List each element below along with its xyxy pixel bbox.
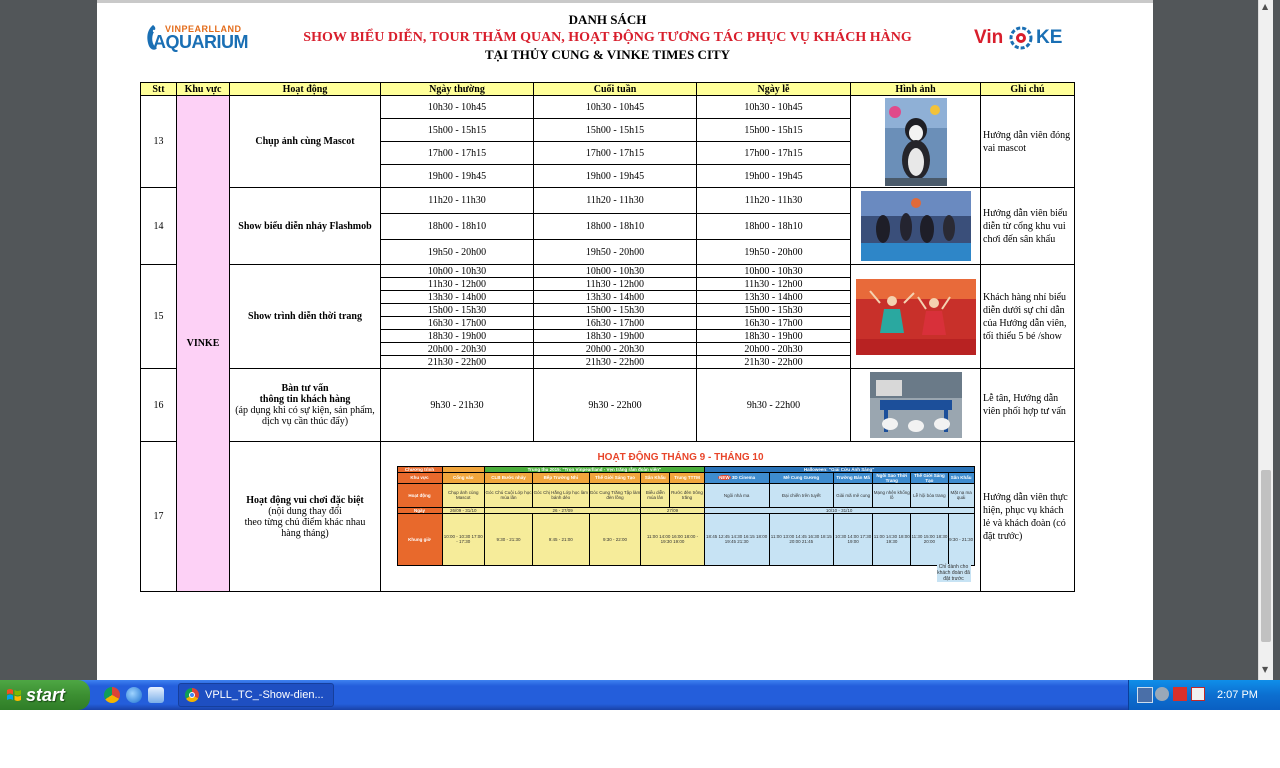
stt-cell: 17 <box>141 442 177 592</box>
poster-time: 11:00 14:00 16:00 18:00 - 19:30 19:00 <box>641 513 704 565</box>
scroll-down-arrow-icon[interactable]: ▼ <box>1262 665 1269 674</box>
activity-title-2: thông tin khách hàng <box>259 394 351 405</box>
poster-time: 9:30 - 22:00 <box>589 513 641 565</box>
weekend-time: 15h00 - 15h15 <box>534 119 697 142</box>
weekend-time: 9h30 - 22h00 <box>534 369 697 442</box>
image-cell <box>851 96 981 188</box>
note-cell: Lễ tân, Hướng dẫn viên phối hợp tư vấn <box>981 369 1075 442</box>
vertical-scrollbar[interactable] <box>1258 0 1273 680</box>
holiday-time: 19h00 - 19h45 <box>697 165 851 188</box>
poster-label: Chương trình <box>397 466 442 472</box>
title-line-2: SHOW BIỂU DIỄN, TOUR THĂM QUAN, HOẠT ĐỘNG TƯƠNG TÁC PHỤC VỤ KHÁCH HÀNG <box>303 30 912 45</box>
taskbar-window-title: VPLL_TC_-Show-dien... <box>205 689 324 701</box>
poster-date: 26/09 - 31/10 <box>442 507 485 513</box>
weekend-time: 17h00 - 17h15 <box>534 142 697 165</box>
poster-activity: Rước đèn trông trăng <box>670 483 704 507</box>
holiday-time: 10h30 - 10h45 <box>697 96 851 119</box>
poster-area: Thế Giới Sáng Tạo <box>911 472 949 483</box>
weekend-time: 10h00 - 10h30 <box>534 265 697 278</box>
column-header: Cuối tuần <box>534 83 697 96</box>
holiday-time: 10h00 - 10h30 <box>697 265 851 278</box>
holiday-time: 21h30 - 22h00 <box>697 356 851 369</box>
poster-activity: Mặt nạ ma quái <box>948 483 974 507</box>
weekend-time: 16h30 - 17h00 <box>534 317 697 330</box>
activity-subtitle-1: (nội dung thay đổi <box>268 505 342 517</box>
table-header-row <box>141 83 1075 96</box>
poster-activity: Đại chiến trên tuyết <box>769 483 833 507</box>
weekend-time: 13h30 - 14h00 <box>534 291 697 304</box>
poster-area: Ngôi Sao Thời Trang <box>873 472 911 483</box>
weekday-time: 18h30 - 19h00 <box>381 330 534 343</box>
holiday-time: 11h20 - 11h30 <box>697 188 851 214</box>
poster-time: 18:45 12:45 14:30 16:15 18:00 19:45 21:30 <box>704 513 769 565</box>
activity-cell: Show biểu diễn nhảy Flashmob <box>230 188 381 265</box>
holiday-time: 20h00 - 20h30 <box>697 343 851 356</box>
poster-title: HOẠT ĐỘNG THÁNG 9 - THÁNG 10 <box>597 451 764 463</box>
weekday-time: 9h30 - 21h30 <box>381 369 534 442</box>
mascot-photo <box>885 98 947 186</box>
poster-area: Mê Cung Gương <box>769 472 833 483</box>
weekend-time: 11h30 - 12h00 <box>534 278 697 291</box>
stt-cell: 13 <box>141 96 177 188</box>
poster-row <box>397 513 974 565</box>
poster-area: CLB Bước nhảy <box>485 472 533 483</box>
weekend-time: 18h30 - 19h00 <box>534 330 697 343</box>
poster-time: 10:30 14:00 17:30 19:00 <box>833 513 872 565</box>
fashion-show-photo <box>856 279 976 355</box>
poster-program-mid: Trung thu 2015: "Trọn Vinpearlland - Vẹn trăng rằm đoàn viên" <box>485 466 705 472</box>
start-button[interactable] <box>0 680 90 710</box>
table-row <box>141 96 1075 119</box>
weekday-time: 18h00 - 18h10 <box>381 214 534 240</box>
table-row <box>141 188 1075 214</box>
logo-ke-text: KE <box>1036 27 1063 48</box>
activity-cell <box>230 442 381 592</box>
taskbar-window-button[interactable] <box>178 683 334 707</box>
schedule-table <box>140 82 1075 592</box>
start-label: start <box>26 685 66 705</box>
activity-cell <box>230 369 381 442</box>
holiday-time: 11h30 - 12h00 <box>697 278 851 291</box>
poster-activity: Góc Chị Hằng Lớp học làm bánh dẻo <box>532 483 589 507</box>
weekday-time: 21h30 - 22h00 <box>381 356 534 369</box>
poster-date: 26 - 27/09 <box>485 507 641 513</box>
windows-flag-icon <box>6 687 22 703</box>
poster-time: 11:00 13:00 14:45 16:30 18:15 20:00 21:45 <box>769 513 833 565</box>
column-header: Hoạt động <box>230 83 381 96</box>
title-line-1: DANH SÁCH <box>568 12 647 27</box>
weekday-time: 11h20 - 11h30 <box>381 188 534 214</box>
chrome-icon <box>185 688 199 702</box>
table-row <box>141 265 1075 278</box>
holiday-time: 17h00 - 17h15 <box>697 142 851 165</box>
scroll-up-arrow-icon[interactable]: ▲ <box>1262 2 1269 11</box>
image-cell <box>851 369 981 442</box>
weekend-time: 20h00 - 20h30 <box>534 343 697 356</box>
holiday-time: 15h00 - 15h30 <box>697 304 851 317</box>
tray-app-icon[interactable] <box>1191 687 1205 701</box>
weekday-time: 17h00 - 17h15 <box>381 142 534 165</box>
vinke-gear-icon <box>1008 25 1034 51</box>
taskbar <box>0 680 1280 710</box>
poster-area: Bếp Trường Nhi <box>532 472 589 483</box>
holiday-time: 9h30 - 22h00 <box>697 369 851 442</box>
holiday-time: 13h30 - 14h00 <box>697 291 851 304</box>
poster-row <box>397 472 974 483</box>
image-cell <box>851 188 981 265</box>
poster-label: Khu vực <box>397 472 442 483</box>
weekday-time: 20h00 - 20h30 <box>381 343 534 356</box>
region-cell: VINKE <box>177 96 230 592</box>
internet-explorer-quicklaunch-icon[interactable] <box>126 687 142 703</box>
poster-time: 11:00 14:30 18:00 19:30 <box>873 513 911 565</box>
holiday-time: 18h00 - 18h10 <box>697 214 851 240</box>
poster-row <box>397 483 974 507</box>
weekday-time: 15h00 - 15h30 <box>381 304 534 317</box>
table-row <box>141 369 1075 442</box>
chrome-quicklaunch-icon[interactable] <box>104 687 120 703</box>
poster-area: Cổng vào <box>442 472 485 483</box>
column-header: Hình ảnh <box>851 83 981 96</box>
holiday-time: 19h50 - 20h00 <box>697 240 851 265</box>
poster-area: Sân Khấu <box>641 472 670 483</box>
weekday-time: 10h00 - 10h30 <box>381 265 534 278</box>
holiday-time: 18h30 - 19h00 <box>697 330 851 343</box>
clock[interactable]: 2:07 PM <box>1217 689 1258 701</box>
poster-activity: Chụp ảnh cùng Mascot <box>442 483 485 507</box>
poster-label: Khung giờ <box>397 513 442 565</box>
poster-area: Sân Khấu <box>948 472 974 483</box>
poster-area: Thế Giới Sáng Tạo <box>589 472 641 483</box>
poster-activity: Ngôi nhà ma <box>704 483 769 507</box>
image-cell <box>851 265 981 369</box>
column-header: Ngày thường <box>381 83 534 96</box>
poster-time: 9:30 - 21:30 <box>485 513 533 565</box>
weekend-time: 15h00 - 15h30 <box>534 304 697 317</box>
poster-time: 9:30 - 21:30 <box>948 513 974 565</box>
poster-activity: Góc Chú Cuội Lớp học múa lân <box>485 483 533 507</box>
weekend-time: 11h20 - 11h30 <box>534 188 697 214</box>
poster-table <box>397 466 975 566</box>
poster-activity: Góc Cung Trăng Tập làm đèn lồng <box>589 483 641 507</box>
activity-cell: Chụp ảnh cùng Mascot <box>230 96 381 188</box>
poster-label: Ngày <box>397 507 442 513</box>
volume-icon[interactable] <box>1155 687 1169 701</box>
note-cell: Hướng dẫn viên biểu diễn từ cổng khu vui chơi đến sân khấu <box>981 188 1075 265</box>
poster-program-right: Halloween: "Giải Cứu Ánh Sáng" <box>704 466 974 472</box>
weekday-time: 10h30 - 10h45 <box>381 96 534 119</box>
holiday-time: 15h00 - 15h15 <box>697 119 851 142</box>
weekend-time: 18h00 - 18h10 <box>534 214 697 240</box>
column-header: Khu vực <box>177 83 230 96</box>
activity-poster <box>391 450 974 584</box>
poster-area-label: 3D Cinema <box>731 475 756 480</box>
network-icon[interactable] <box>1137 687 1153 703</box>
activity-title: Bàn tư vấn <box>281 383 329 394</box>
scrollbar-thumb[interactable] <box>1261 470 1271 642</box>
title-line-3: TẠI THỦY CUNG & VINKE TIMES CITY <box>484 47 731 62</box>
vinke-logo <box>972 25 1072 55</box>
poster-time: 10:00 - 10:30 17:00 - 17:30 <box>442 513 485 565</box>
poster-footnote: Chỉ dành cho khách đoàn đã đặt trước <box>937 563 970 582</box>
weekday-time: 13h30 - 14h00 <box>381 291 534 304</box>
stt-cell: 15 <box>141 265 177 369</box>
poster-area: Trường Bán Mã <box>833 472 872 483</box>
poster-activity: Mạng nhện khổng lồ <box>873 483 911 507</box>
activity-title: Hoạt động vui chơi đặc biệt <box>246 494 364 506</box>
activity-cell: Show trình diễn thời trang <box>230 265 381 369</box>
poster-time: 11:30 15:00 18:30 20:00 <box>911 513 949 565</box>
note-cell: Hướng dẫn viên đóng vai mascot <box>981 96 1075 188</box>
weekend-time: 19h00 - 19h45 <box>534 165 697 188</box>
stt-cell: 14 <box>141 188 177 265</box>
poster-activity: Biểu diễn múa lân <box>641 483 670 507</box>
logo-brand-top: VINPEARLLAND <box>165 24 242 34</box>
poster-activity: Giải mã mê cung <box>833 483 872 507</box>
poster-label: Hoạt động <box>397 483 442 507</box>
column-header: Ghi chú <box>981 83 1075 96</box>
weekend-time: 10h30 - 10h45 <box>534 96 697 119</box>
note-cell: Hướng dẫn viên thực hiện, phục vụ khách lẻ và khách đoàn (có đặt trước) <box>981 442 1075 592</box>
activity-subtitle-2: theo từng chủ điểm khác nhau <box>244 516 366 528</box>
poster-area: Trung TTTM <box>670 472 704 483</box>
show-desktop-quicklaunch-icon[interactable] <box>148 687 164 703</box>
poster-date: 27/09 <box>641 507 704 513</box>
holiday-time: 16h30 - 17h00 <box>697 317 851 330</box>
vinpearlland-aquarium-logo <box>145 20 265 56</box>
column-header: Stt <box>141 83 177 96</box>
system-tray <box>1128 680 1280 710</box>
stt-cell: 16 <box>141 369 177 442</box>
weekday-time: 11h30 - 12h00 <box>381 278 534 291</box>
activity-subtitle: (áp dụng khi có sự kiện, sản phẩm, dịch vụ cần thúc đẩy) <box>235 405 375 427</box>
weekend-time: 21h30 - 22h00 <box>534 356 697 369</box>
note-cell: Khách hàng nhí biểu diễn dưới sự chỉ dẫn của Hướng dẫn viên, tối thiểu 5 bé /show <box>981 265 1075 369</box>
poster-new-badge: NEW <box>719 475 730 480</box>
table-row <box>141 442 1075 592</box>
activity-subtitle-3: hàng tháng) <box>281 527 329 539</box>
security-alert-icon[interactable] <box>1173 687 1187 701</box>
weekday-time: 19h50 - 20h00 <box>381 240 534 265</box>
poster-date: 10/10 - 31/10 <box>704 507 974 513</box>
poster-time: 9:45 - 21:00 <box>532 513 589 565</box>
column-header: Ngày lễ <box>697 83 851 96</box>
weekday-time: 15h00 - 15h15 <box>381 119 534 142</box>
info-desk-photo <box>870 372 962 438</box>
weekday-time: 16h30 - 17h00 <box>381 317 534 330</box>
poster-area <box>704 472 769 483</box>
logo-brand-main: AQUARIUM <box>153 32 248 52</box>
flashmob-photo <box>861 191 971 261</box>
poster-activity: Lễ hội bóa trang <box>911 483 949 507</box>
weekday-time: 19h00 - 19h45 <box>381 165 534 188</box>
poster-cell <box>381 442 981 592</box>
weekend-time: 19h50 - 20h00 <box>534 240 697 265</box>
logo-vin-text: Vin <box>974 27 1004 48</box>
